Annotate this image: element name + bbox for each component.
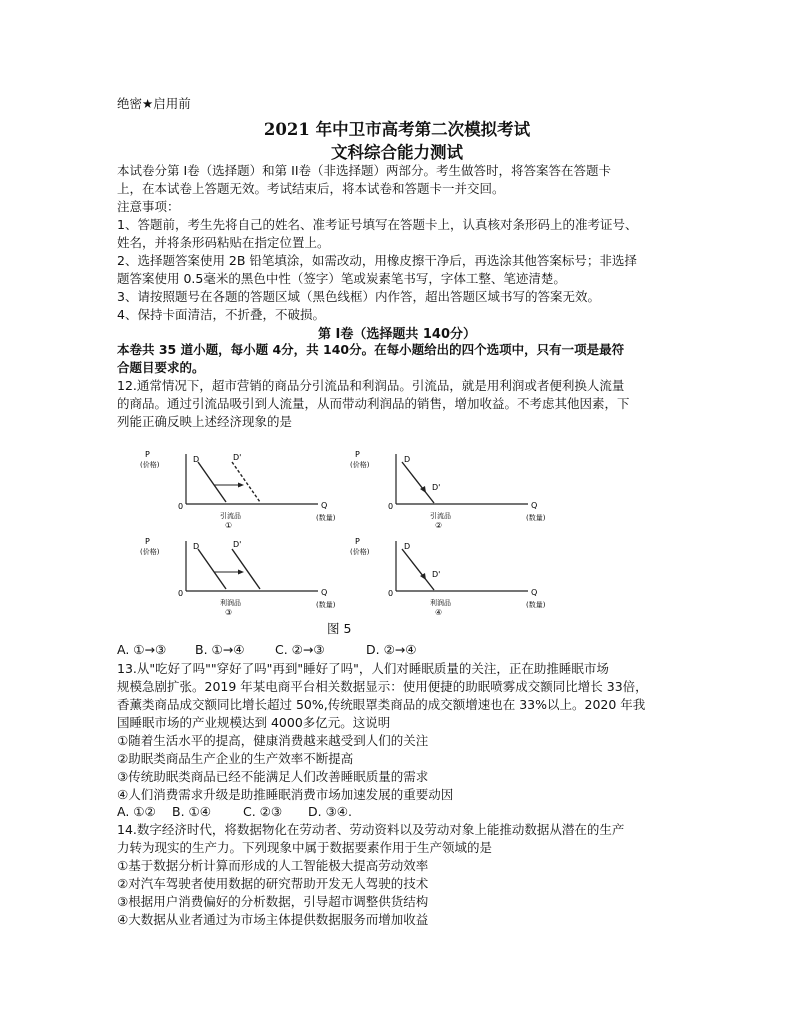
note-line: 姓名，并将条形码粘贴在指定位置上。 (117, 235, 330, 250)
price-axis-label: (价格) (350, 461, 370, 469)
note-line: 2、选择题答案使用 2B 铅笔填涂，如需改动，用橡皮擦干净后，再选涂其他答案标号；非选择 (117, 253, 637, 268)
q12-option-b: B. ①→④ (195, 642, 245, 657)
question-13-text: 规模急剧扩张。2019 年某电商平台相关数据显示：使用便捷的助眠喷雾成交额同比增长 33倍， (117, 679, 648, 694)
chart-4 (350, 535, 555, 620)
notes-heading: 注意事项： (117, 199, 180, 214)
demand-curve-d (198, 462, 226, 502)
product-label: 利润品 (430, 599, 451, 607)
d-label: D (193, 542, 200, 551)
q13-option-b: B. ①④ (172, 804, 211, 819)
section-title: 第 I卷（选择题共 140分） (317, 327, 477, 342)
q12-option-d: D. ②→④ (366, 642, 417, 657)
question-14-item: ②对汽车驾驶者使用数据的研究帮助开发无人驾驶的技术 (117, 876, 429, 891)
question-13-text: 香薰类商品成交额同比增长超过 50%,传统眼罩类商品的成交额增速也在 33%以上。2020 年我 (117, 697, 646, 712)
qty-axis-label: (数量) (316, 601, 336, 609)
question-14-text: 14.数字经济时代，将数据物化在劳动者、劳动资料以及劳动对象上能推动数据从潜在的生产 (117, 822, 625, 837)
question-13-item: ②助眠类商品生产企业的生产效率不断提高 (117, 751, 354, 766)
question-12-text: 12.通常情况下，超市营销的商品分引流品和利润品。引流品，就是用利润或者便利换人流量 (117, 378, 625, 393)
arrow-head (238, 570, 244, 575)
price-axis-label: (价格) (140, 548, 160, 556)
origin-label: 0 (388, 502, 394, 511)
q-axis-label: Q (531, 501, 538, 510)
q12-option-c: C. ②→③ (275, 642, 325, 657)
chart-number: ① (225, 521, 233, 530)
d-prime-label: D' (432, 483, 441, 492)
p-axis-label: P (145, 450, 150, 459)
secret-label: 绝密★启用前 (117, 96, 191, 111)
chart-3 (140, 535, 345, 620)
product-label: 利润品 (220, 599, 241, 607)
question-13-item: ③传统助眠类商品已经不能满足人们改善睡眠质量的需求 (117, 769, 429, 784)
question-13-item: ①随着生活水平的提高，健康消费越来越受到人们的关注 (117, 733, 429, 748)
exam-title: 2021 年中卫市高考第二次模拟考试 (263, 120, 531, 139)
demand-curve-d-prime (232, 462, 260, 502)
q-axis-label: Q (531, 588, 538, 597)
q12-option-a: A. ①→③ (117, 642, 167, 657)
section-instruction: 本卷共 35 道小题，每小题 4分，共 140分。在每小题给出的四个选项中，只有一项是最符 (117, 342, 625, 357)
section-instruction: 合题目要求的。 (117, 360, 205, 375)
note-line: 题答案使用 0.5毫米的黑色中性（签字）笔或炭素笔书写，字体工整、笔迹清楚。 (117, 271, 566, 286)
d-label: D (404, 455, 411, 464)
demand-curve-d-prime (232, 549, 260, 589)
question-12-text: 列能正确反映上述经济现象的是 (117, 414, 293, 429)
price-axis-label: (价格) (350, 548, 370, 556)
question-14-text: 力转为现实的生产力。下列现象中属于数据要素作用于生产领域的是 (117, 840, 493, 855)
chart-number: ④ (435, 608, 443, 617)
qty-axis-label: (数量) (526, 514, 546, 522)
q-axis-label: Q (321, 501, 328, 510)
question-13-text: 13.从"吃好了吗""穿好了吗"再到"睡好了吗"，人们对睡眠质量的关注，正在助推睡眠市场 (117, 661, 609, 676)
d-label: D (404, 542, 411, 551)
price-axis-label: (价格) (140, 461, 160, 469)
q13-option-c: C. ②③ (243, 804, 283, 819)
qty-axis-label: (数量) (316, 514, 336, 522)
p-axis-label: P (355, 537, 360, 546)
note-line: 4、保持卡面清洁，不折叠，不破损。 (117, 307, 325, 322)
movement-arrow (412, 475, 423, 489)
d-prime-label: D' (432, 570, 441, 579)
chart-2 (350, 448, 555, 533)
question-13-item: ④人们消费需求升级是助推睡眠消费市场加速发展的重要动因 (117, 787, 454, 802)
chart-1 (140, 448, 345, 533)
q13-option-a: A. ①② (117, 804, 156, 819)
d-prime-label: D' (233, 453, 242, 462)
p-axis-label: P (145, 537, 150, 546)
chart-number: ② (435, 521, 443, 530)
arrow-head (238, 483, 244, 488)
question-12-text: 的商品。通过引流品吸引到人流量，从而带动利润品的销售，增加收益。不考虑其他因素，下 (117, 396, 630, 411)
origin-label: 0 (178, 589, 184, 598)
note-line: 3、请按照题号在各题的答题区域（黑色线框）内作答，超出答题区域书写的答案无效。 (117, 289, 600, 304)
d-label: D (193, 455, 200, 464)
product-label: 引流品 (220, 512, 241, 520)
question-13-text: 国睡眠市场的产业规模达到 4000多亿元。这说明 (117, 715, 391, 730)
intro-line: 上，在本试卷上答题无效。考试结束后，将本试卷和答题卡一并交回。 (117, 181, 505, 196)
figure-caption: 图 5 (327, 621, 352, 636)
origin-label: 0 (178, 502, 184, 511)
origin-label: 0 (388, 589, 394, 598)
intro-line: 本试卷分第 I卷（选择题）和第 II卷（非选择题）两部分。考生做答时，将答案答在答题卡 (117, 163, 612, 178)
demand-curve-d (198, 549, 226, 589)
exam-subtitle: 文科综合能力测试 (331, 143, 463, 162)
p-axis-label: P (355, 450, 360, 459)
movement-arrow (412, 562, 423, 576)
question-14-item: ③根据用户消费偏好的分析数据，引导超市调整供货结构 (117, 894, 429, 909)
q-axis-label: Q (321, 588, 328, 597)
product-label: 引流品 (430, 512, 451, 520)
question-14-item: ④大数据从业者通过为市场主体提供数据服务而增加收益 (117, 912, 429, 927)
chart-number: ③ (225, 608, 233, 617)
note-line: 1、答题前，考生先将自己的姓名、准考证号填写在答题卡上，认真核对条形码上的准考证号、 (117, 217, 638, 232)
q13-option-d: D. ③④. (308, 804, 352, 819)
qty-axis-label: (数量) (526, 601, 546, 609)
d-prime-label: D' (233, 540, 242, 549)
question-14-item: ①基于数据分析计算而形成的人工智能极大提高劳动效率 (117, 858, 429, 873)
